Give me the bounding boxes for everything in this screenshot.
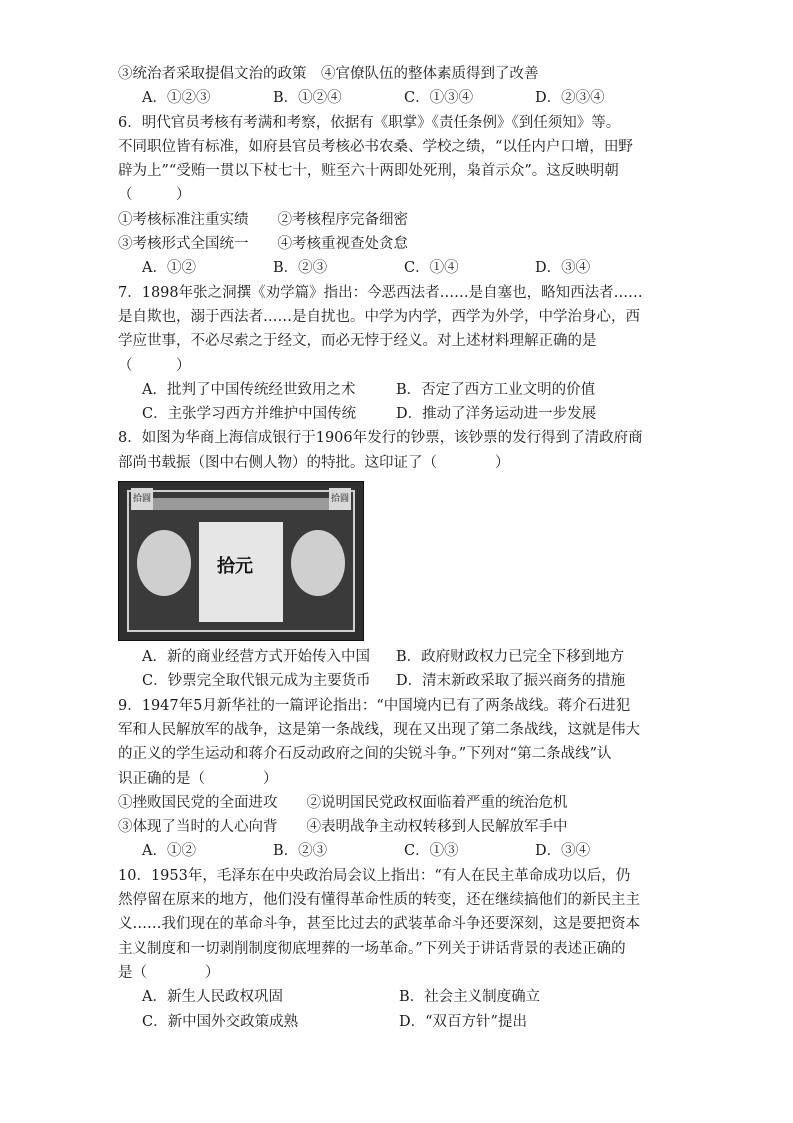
banknote-image — [118, 481, 364, 641]
q6-answer-blank: （ ） — [118, 187, 191, 204]
banknote-top-band — [137, 498, 345, 510]
q6-stem-line-2: 不同职位皆有标准，如府县官员考核必书农桑、学校之绩，“以任内户口增，田野 — [118, 138, 633, 155]
banknote-center-panel — [199, 522, 283, 622]
option-a[interactable]: A．新生人民政权巩固 — [142, 989, 283, 1006]
exam-page — [118, 62, 678, 1034]
q5-options — [118, 86, 678, 110]
q10-stem-line-5: 是（ ） — [118, 964, 220, 981]
q10-stem-line-2: 然停留在原来的地方，他们没有懂得革命性质的转变，还在继续搞他们的新民主主 — [118, 892, 640, 909]
banknote-corner-right: 拾圓 — [329, 488, 351, 510]
q7-stem-line-3: 学应世事，不必尽索之于经文，而必无悖于经义。对上述材料理解正确的是 — [118, 333, 597, 350]
q9-stem-line-2: 军和人民解放军的战争，这是第一条战线，现在又出现了第二条战线，这就是伟大 — [118, 721, 640, 738]
q7-options-row-1 — [118, 378, 678, 402]
option-a[interactable]: A．批判了中国传统经世致用之术 — [142, 381, 356, 398]
q9-stem-line-3: 的正义的学生运动和蒋介石反动政府之间的尖锐斗争。”下列对“第二条战线”认 — [118, 746, 612, 763]
option-c[interactable]: C．①③ — [404, 843, 459, 860]
q10-stem-line-4: 主义制度和一切剥削制度彻底埋葬的一场革命。”下列关于讲话背景的表述正确的 — [118, 940, 626, 957]
option-d[interactable]: D．③④ — [535, 260, 591, 277]
q10-options-row-2 — [118, 1010, 678, 1034]
q8-options-row-1 — [118, 645, 678, 669]
option-b[interactable]: B．否定了西方工业文明的价值 — [396, 381, 596, 398]
option-d[interactable]: D．③④ — [535, 843, 591, 860]
q10-stem-line-3: 义……我们现在的革命斗争，甚至比过去的武装革命斗争还要深刻，这是要把资本 — [118, 916, 640, 933]
banknote-corner-left: 拾圓 — [131, 488, 153, 510]
option-b[interactable]: B．社会主义制度确立 — [399, 989, 541, 1006]
q7-stem-line-1: 7．1898年张之洞撰《劝学篇》指出：今恶西法者……是自塞也，略知西法者…… — [118, 284, 643, 301]
banknote-building-vignette — [137, 530, 191, 596]
q7-options-row-2 — [118, 402, 678, 426]
q7-answer-blank: （ ） — [118, 357, 191, 374]
option-a[interactable]: A．①② — [142, 843, 196, 860]
q6-options — [118, 256, 678, 280]
option-c[interactable]: C．①③④ — [404, 90, 474, 107]
q9-stem-line-1: 9．1947年5月新华社的一篇评论指出：“中国境内已有了两条战线。蒋介石进犯 — [118, 697, 631, 714]
option-c[interactable]: C．新中国外交政策成熟 — [142, 1013, 299, 1030]
banknote-amount: 拾元 — [217, 556, 253, 578]
option-d[interactable]: D．“双百方针”提出 — [399, 1013, 527, 1030]
option-a[interactable]: A．①② — [142, 260, 196, 277]
banknote-portrait-vignette — [291, 530, 345, 596]
option-c[interactable]: C．主张学习西方并维护中国传统 — [142, 406, 357, 423]
q8-stem-line-2: 部尚书载振（图中右侧人物）的特批。这印证了（ ） — [118, 454, 510, 471]
q7-stem-line-2: 是自欺也，溺于西法者……是自扰也。中学为内学，西学为外学，中学治身心，西 — [118, 308, 640, 325]
option-b[interactable]: B．②③ — [273, 260, 328, 277]
option-a[interactable]: A．①②③ — [142, 90, 211, 107]
option-a[interactable]: A．新的商业经营方式开始传入中国 — [142, 649, 370, 666]
option-d[interactable]: D．清末新政采取了振兴商务的措施 — [396, 673, 626, 690]
q6-stem-line-1: 6．明代官员考核有考满和考察，依据有《职掌》《责任条例》《到任须知》等。 — [118, 114, 621, 131]
q8-stem-line-1: 8．如图为华商上海信成银行于1906年发行的钞票，该钞票的发行得到了清政府商 — [118, 430, 643, 447]
q6-statements-2: ③考核形式全国统一 ④考核重视查处贪怠 — [118, 236, 408, 253]
option-c[interactable]: C．钞票完全取代银元成为主要货币 — [142, 673, 371, 690]
q9-options — [118, 839, 678, 863]
option-b[interactable]: B．①②④ — [273, 90, 342, 107]
q6-stem-line-3: 辟为上”“受贿一贯以下杖七十，赃至六十两即处死刑，枭首示众”。这反映明朝 — [118, 163, 619, 180]
q10-stem-line-1: 10．1953年，毛泽东在中央政治局会议上指出：“有人在民主革命成功以后，仍 — [118, 867, 631, 884]
option-c[interactable]: C．①④ — [404, 260, 459, 277]
q8-options-row-2 — [118, 669, 678, 693]
q6-statements-1: ①考核标准注重实绩 ②考核程序完备细密 — [118, 211, 408, 228]
q9-stem-line-4: 识正确的是（ ） — [118, 770, 278, 787]
q10-options-row-1 — [118, 985, 678, 1009]
q9-statements-1: ①挫败国民党的全面进攻 ②说明国民党政权面临着严重的统治危机 — [118, 794, 568, 811]
q5-statements-line: ③统治者采取提倡文治的政策 ④官僚队伍的整体素质得到了改善 — [118, 66, 539, 82]
option-b[interactable]: B．②③ — [273, 843, 328, 860]
option-d[interactable]: D．推动了洋务运动进一步发展 — [396, 406, 597, 423]
option-b[interactable]: B．政府财政权力已完全下移到地方 — [396, 649, 625, 666]
q9-statements-2: ③体现了当时的人心向背 ④表明战争主动权转移到人民解放军手中 — [118, 819, 568, 836]
option-d[interactable]: D．②③④ — [535, 90, 605, 107]
